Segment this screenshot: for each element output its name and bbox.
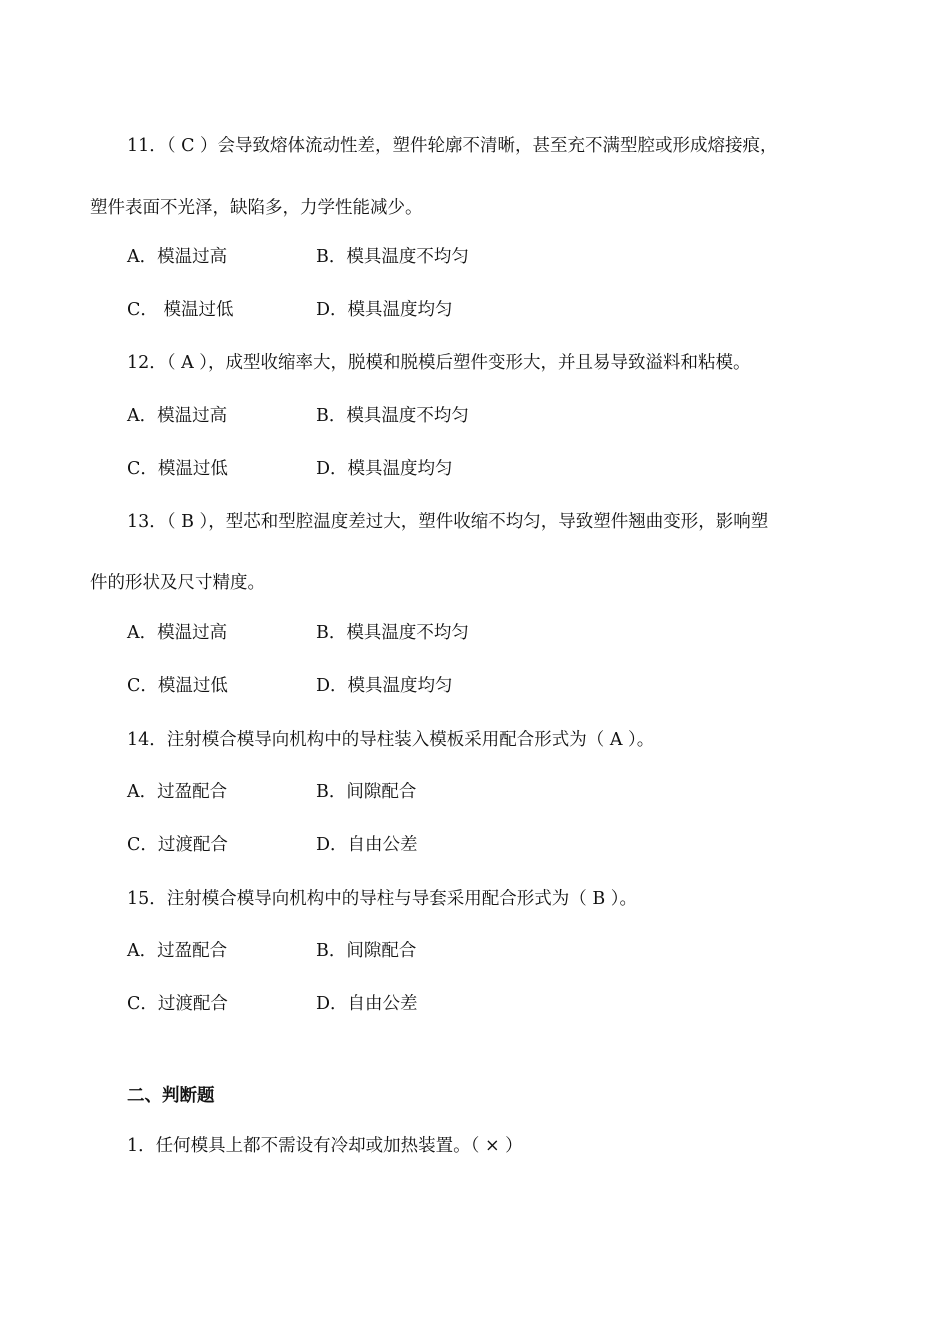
question-14-option-a: A．过盈配合 [127,782,228,802]
question-11-continuation: 塑件表面不光泽，缺陷多，力学性能减少。 [90,198,423,218]
question-12-option-c: C．模温过低 [127,459,228,479]
question-11-option-b: B．模具温度不均匀 [316,247,469,267]
question-13-option-c: C．模温过低 [127,676,228,696]
question-13-text: 13．（ B ），型芯和型腔温度差过大，塑件收缩不均匀，导致塑件翘曲变形，影响塑 [127,512,769,532]
question-11-option-a: A．模温过高 [127,247,228,267]
question-11-option-c: C． 模温过低 [127,300,234,320]
question-12-option-d: D．模具温度均匀 [316,459,453,479]
question-11-option-d: D．模具温度均匀 [316,300,453,320]
question-14-option-b: B．间隙配合 [316,782,417,802]
question-12-option-a: A．模温过高 [127,406,228,426]
question-12-text: 12．（ A ），成型收缩率大，脱模和脱模后塑件变形大，并且易导致溢料和粘模。 [127,353,751,373]
question-14-option-c: C．过渡配合 [127,835,228,855]
question-13-option-a: A．模温过高 [127,623,228,643]
question-15-option-d: D．自由公差 [316,994,418,1014]
question-13-continuation: 件的形状及尺寸精度。 [90,573,265,593]
question-14-option-d: D．自由公差 [316,835,418,855]
question-15-option-a: A．过盈配合 [127,941,228,961]
question-14-text: 14．注射模合模导向机构中的导柱装入模板采用配合形式为（ A ）。 [127,730,655,750]
question-13-option-d: D．模具温度均匀 [316,676,453,696]
question-11-text: 11．（ C ）会导致熔体流动性差，塑件轮廓不清晰，甚至充不满型腔或形成熔接痕， [127,136,778,156]
question-13-option-b: B．模具温度不均匀 [316,623,469,643]
section-heading-true-false: 二、判断题 [127,1086,215,1106]
question-12-option-b: B．模具温度不均匀 [316,406,469,426]
question-15-option-c: C．过渡配合 [127,994,228,1014]
question-15-option-b: B．间隙配合 [316,941,417,961]
question-15-text: 15．注射模合模导向机构中的导柱与导套采用配合形式为（ B ）。 [127,889,638,909]
true-false-item-1: 1．任何模具上都不需设有冷却或加热装置。（ × ） [127,1136,523,1156]
